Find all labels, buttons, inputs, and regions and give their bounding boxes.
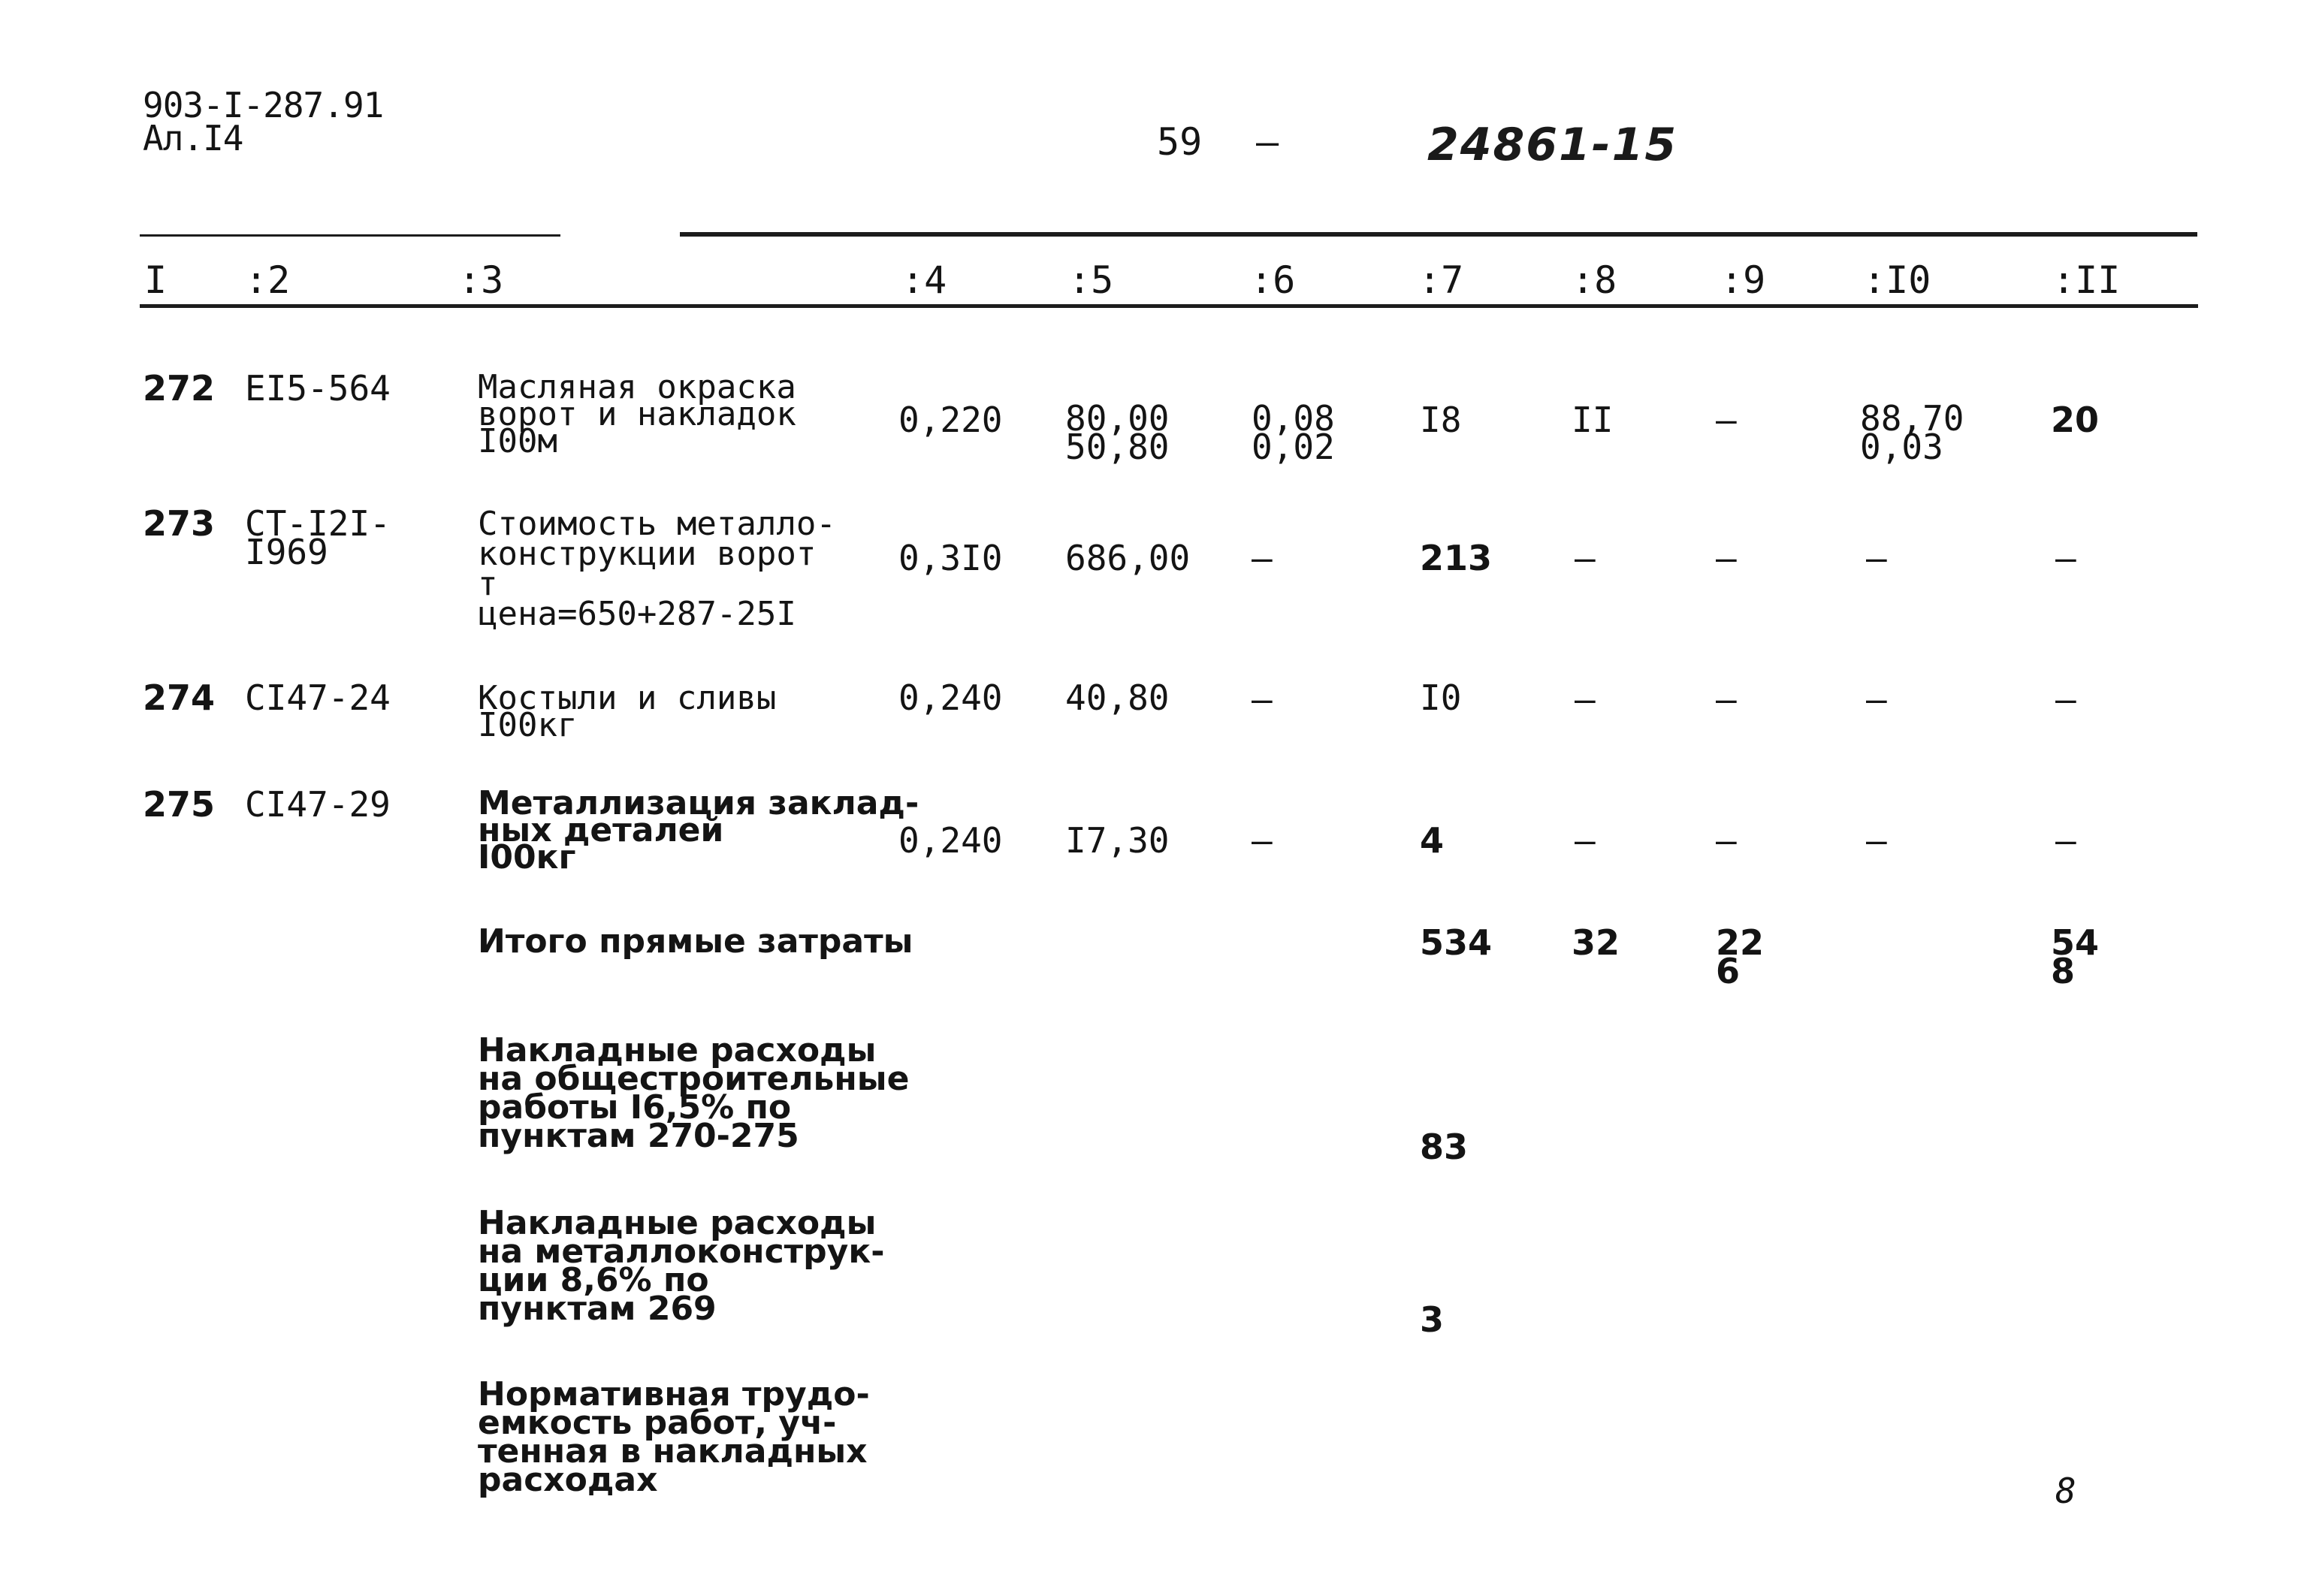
row-description: Стоимость металло- конструкции ворот т цена=650+287-25I bbox=[478, 505, 836, 633]
row-col10: – bbox=[1866, 820, 1887, 861]
column-header-6: :6 bbox=[1250, 258, 1296, 302]
row-col6: 0,08 0,02 bbox=[1252, 398, 1335, 467]
row-col6: – bbox=[1252, 538, 1273, 578]
column-header-4: :4 bbox=[901, 258, 947, 302]
row-col8: – bbox=[1575, 820, 1596, 861]
row-col4: 0,240 bbox=[898, 677, 1003, 718]
document-code bbox=[143, 85, 384, 158]
table-top-rule-left bbox=[140, 234, 560, 237]
summary-col9: 22 6 bbox=[1716, 922, 1765, 991]
summary-description: Нормативная трудо- емкость работ, уч- тенная в накладных расходах bbox=[478, 1375, 870, 1499]
row-number: 273 bbox=[143, 503, 216, 544]
row-col7: 4 bbox=[1420, 820, 1445, 861]
row-col6: – bbox=[1252, 679, 1273, 720]
row-col11: – bbox=[2055, 820, 2076, 861]
page-number: 59 bbox=[1157, 120, 1203, 164]
row-col8: – bbox=[1575, 538, 1596, 578]
row-col8: – bbox=[1575, 679, 1596, 720]
column-header-9: :9 bbox=[1720, 258, 1766, 302]
row-col9: – bbox=[1716, 400, 1737, 440]
summary-col8: 32 bbox=[1572, 922, 1620, 963]
summary-col7: 3 bbox=[1420, 1299, 1445, 1340]
column-header-8: :8 bbox=[1572, 258, 1617, 302]
row-description: Масляная окраска ворот и накладок I00м bbox=[478, 368, 796, 460]
row-number: 272 bbox=[143, 368, 216, 409]
column-header-2: :2 bbox=[245, 258, 291, 302]
handwritten-sheet-number: 24861-15 bbox=[1427, 119, 1678, 171]
summary-col11: 54 8 bbox=[2051, 922, 2100, 991]
row-col4: 0,240 bbox=[898, 820, 1003, 861]
column-header-1: I bbox=[144, 258, 168, 302]
column-header-10: :I0 bbox=[1863, 258, 1931, 302]
row-col5: 80,00 50,80 bbox=[1065, 398, 1170, 467]
table-header-rule bbox=[140, 304, 2198, 308]
document-code-line1: 903-I-287.91 bbox=[143, 85, 384, 125]
row-col11: – bbox=[2055, 538, 2076, 578]
row-code: EI5-564 bbox=[245, 368, 391, 409]
row-col9: – bbox=[1716, 820, 1737, 861]
row-code: CI47-29 bbox=[245, 784, 391, 825]
column-header-5: :5 bbox=[1068, 258, 1114, 302]
column-header-11: :II bbox=[2052, 258, 2121, 302]
column-header-7: :7 bbox=[1418, 258, 1464, 302]
row-description: Металлизация заклад- ных деталей I00кг bbox=[478, 784, 919, 876]
header-dash: – bbox=[1256, 120, 1279, 164]
row-col8: II bbox=[1572, 400, 1614, 440]
row-col5: I7,30 bbox=[1065, 820, 1170, 861]
summary-description: Накладные расходы на металлоконструк- ции 8,6% по пунктам 269 bbox=[478, 1204, 885, 1328]
row-col11: 20 bbox=[2051, 400, 2100, 440]
row-col4: 0,3I0 bbox=[898, 538, 1003, 578]
row-col7: I0 bbox=[1420, 677, 1462, 718]
row-col9: – bbox=[1716, 538, 1737, 578]
row-col11: – bbox=[2055, 679, 2076, 720]
row-number: 275 bbox=[143, 784, 216, 825]
row-col5: 686,00 bbox=[1065, 538, 1191, 578]
summary-col7: 534 bbox=[1420, 922, 1493, 963]
row-col10: – bbox=[1866, 679, 1887, 720]
summary-col7: 83 bbox=[1420, 1127, 1469, 1167]
row-col7: 213 bbox=[1420, 538, 1493, 578]
row-col10: 88,70 0,03 bbox=[1860, 398, 1964, 467]
row-col5: 40,80 bbox=[1065, 677, 1170, 718]
row-col6: – bbox=[1252, 820, 1273, 861]
column-header-3: :3 bbox=[458, 258, 504, 302]
summary-col11: 8 bbox=[2055, 1471, 2076, 1511]
summary-description: Итого прямые затраты bbox=[478, 922, 913, 961]
row-col7: I8 bbox=[1420, 400, 1462, 440]
row-col10: – bbox=[1866, 538, 1887, 578]
row-description: Костыли и сливы I00кг bbox=[478, 679, 777, 744]
table-top-rule-right bbox=[680, 232, 2197, 237]
row-code: CT-I2I- I969 bbox=[245, 503, 391, 572]
row-code: CI47-24 bbox=[245, 677, 391, 718]
row-number: 274 bbox=[143, 677, 216, 718]
summary-description: Накладные расходы на общестроительные работы I6,5% по пунктам 270-275 bbox=[478, 1031, 910, 1155]
document-code-line2: Ал.I4 bbox=[143, 118, 243, 158]
row-col9: – bbox=[1716, 679, 1737, 720]
row-col4: 0,220 bbox=[898, 400, 1003, 440]
